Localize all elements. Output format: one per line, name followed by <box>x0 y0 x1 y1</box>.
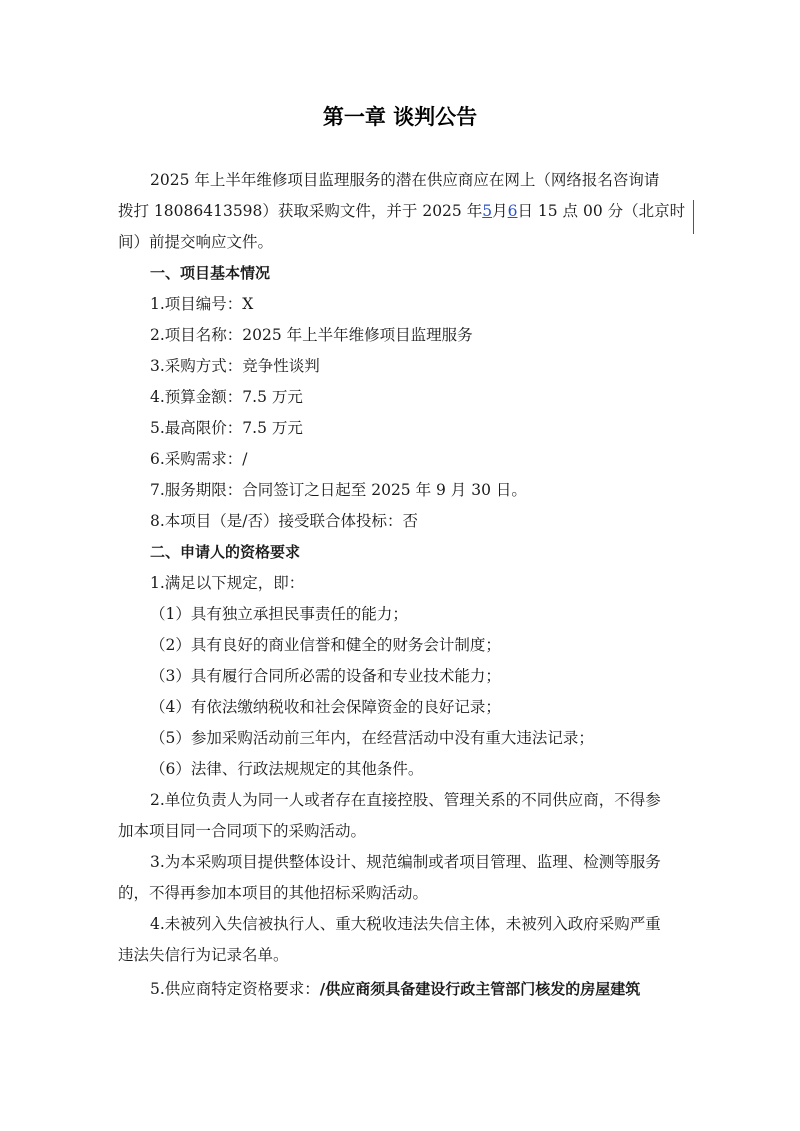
deadline-day: 6 <box>507 202 518 220</box>
section-1-item: 5.最高限价：7.5 万元 <box>150 419 303 437</box>
section-1-item: 1.项目编号：X <box>150 295 254 313</box>
deadline-month: 5 <box>482 202 493 220</box>
section-1-item: 6.采购需求：/ <box>150 450 248 468</box>
section-1-item: 2.项目名称：2025 年上半年维修项目监理服务 <box>150 326 473 344</box>
section-2-item-1: 1.满足以下规定，即： <box>150 574 305 592</box>
section-2-item-2-line-1: 2.单位负责人为同一人或者存在直接控股、管理关系的不同供应商，不得参 <box>150 791 661 809</box>
deadline-month-suffix: 月 <box>492 202 508 220</box>
section-2-item-2-line-2: 加本项目同一合同项下的采购活动。 <box>118 822 367 840</box>
qualification-sub-item: （6）法律、行政法规规定的其他条件。 <box>150 760 424 778</box>
section-2-item-5 <box>118 974 690 1005</box>
intro-line-1: 2025 年上半年维修项目监理服务的潜在供应商应在网上（网络报名咨询请 <box>150 171 660 189</box>
section-2-item-3-line-2: 的，不得再参加本项目的其他招标采购活动。 <box>118 884 429 902</box>
intro-line-2 <box>118 196 690 227</box>
section-1-item: 8.本项目（是/否）接受联合体投标：否 <box>150 512 419 530</box>
section-2-item-4-line-2: 违法失信行为记录名单。 <box>118 946 289 964</box>
text-cursor <box>693 200 694 234</box>
page-title: 第一章 谈判公告 <box>322 105 478 129</box>
qualification-sub-item: （1）具有独立承担民事责任的能力； <box>150 605 408 623</box>
section-1-item: 7.服务期限：合同签订之日起至 2025 年 9 月 30 日。 <box>150 481 527 499</box>
section-2-item-4-line-1: 4.未被列入失信被执行人、重大税收违法失信主体，未被列入政府采购严重 <box>150 915 661 933</box>
intro-line-2-pre: 拨打 18086413598）获取采购文件，并于 2025 年 <box>118 202 483 220</box>
section-1-heading: 一、项目基本情况 <box>150 264 271 282</box>
section-1-item: 3.采购方式：竞争性谈判 <box>150 357 320 375</box>
item-5-label: 5.供应商特定资格要求： <box>150 980 320 998</box>
section-1-item: 4.预算金额：7.5 万元 <box>150 388 303 406</box>
intro-line-3: 间）前提交响应文件。 <box>118 233 274 251</box>
section-2-item-3-line-1: 3.为本采购项目提供整体设计、规范编制或者项目管理、监理、检测等服务 <box>150 853 661 871</box>
qualification-sub-item: （3）具有履行合同所必需的设备和专业技术能力； <box>150 667 501 685</box>
qualification-sub-item: （4）有依法缴纳税收和社会保障资金的良好记录； <box>150 698 501 716</box>
qualification-sub-item: （5）参加采购活动前三年内，在经营活动中没有重大违法记录； <box>150 729 594 747</box>
section-2-heading: 二、申请人的资格要求 <box>150 543 301 561</box>
item-5-text: /供应商须具备建设行政主管部门核发的房屋建筑 <box>319 980 641 998</box>
document-body <box>118 165 690 1005</box>
qualification-sub-item: （2）具有良好的商业信誉和健全的财务会计制度； <box>150 636 501 654</box>
intro-line-2-post: 日 15 点 00 分（北京时 <box>517 202 686 220</box>
